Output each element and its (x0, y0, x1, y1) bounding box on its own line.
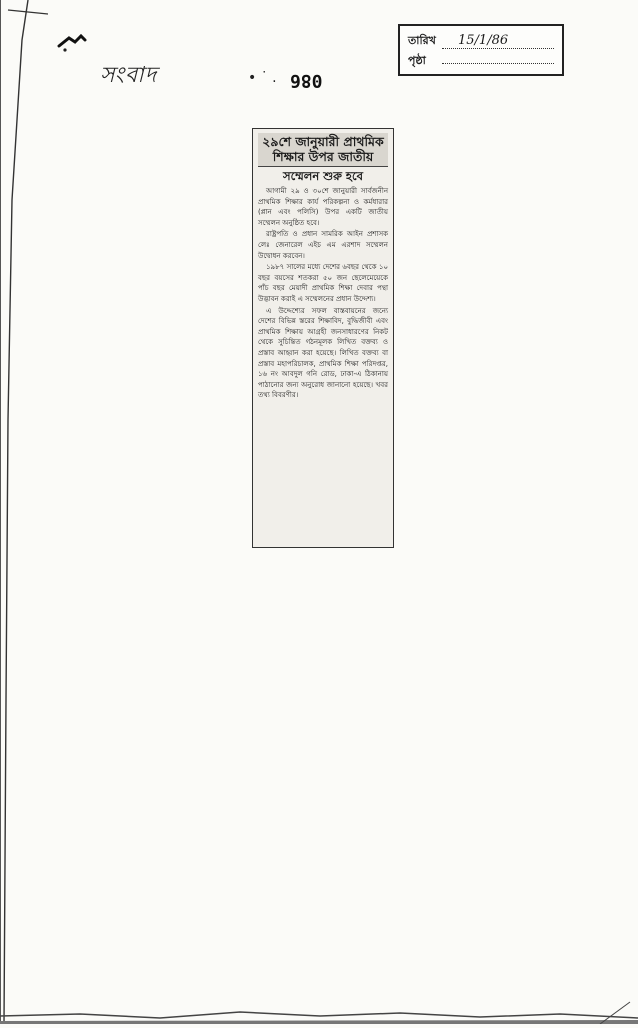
date-value: 15/1/86 (442, 33, 554, 49)
stamp-dots: • ˙ . (248, 70, 277, 86)
date-row (408, 32, 554, 52)
article-paragraph: ১৯৮৭ সালের মধ্যে দেশের ৬বছর থেকে ১০ বছর বয়সের শতকরা ৫০ জন ছেলেমেয়েকে পাঁচ বছর মেয়াদী প্রাথমিক শিক্ষা দেবার পন্থা উদ্ভাবন করাই এ সম্মেলনের প্রধান উদ্দেশ্য। (258, 263, 388, 303)
handwritten-source-name: সংবাদ (100, 63, 158, 88)
newspaper-clipping (252, 128, 394, 548)
page-bottom-edge (0, 994, 638, 1024)
date-label: তারিখ (408, 34, 436, 47)
ink-smudge (55, 28, 95, 58)
page-row (408, 52, 554, 72)
page-label: পৃষ্ঠা (408, 54, 426, 67)
clipping-headline (258, 133, 388, 167)
clipping-subheadline: সম্মেলন শুরু হবে (283, 169, 363, 183)
date-stamp (398, 24, 564, 76)
headline-line-1: ২৯শে জানুয়ারী প্রাথমিক (262, 134, 384, 149)
page-value (442, 63, 554, 64)
page-left-edge (0, 0, 48, 1024)
page-number: 086 (290, 70, 323, 91)
headline-line-2: শিক্ষার উপর জাতীয় (272, 149, 374, 164)
article-paragraph: আগামী ২৯ ও ৩০শে জানুয়ারী সার্বজনীন প্রাথমিক শিক্ষার কার্য পরিকল্পনা ও কর্মধারার (প্লান এবং পলিসি) উপর একটি জাতীয় সম্মেলন অনুষ্ঠিত হবে। (258, 187, 388, 227)
article-paragraph: রাষ্ট্রপতি ও প্রধান সামরিক আইন প্রশাসক লেঃ জেনারেল এইচ এম এরশাদ সম্মেলন উদ্বোধন করবেন। (258, 230, 388, 260)
article-paragraph: এ উদ্দেশ্যের সফল বাস্তবায়নের জন্যে দেশের বিভিন্ন স্তরের শিক্ষাবিদ, বুদ্ধিজীবী এবং প্রাথমিক শিক্ষায় আগ্রহী জনসাধারণের নিকট থেকে সুচিন্তিত গঠনমূলক লিখিত বক্তব্য ও প্রস্তাব আহ্বান করা হয়েছে। লিখিত বক্তব্য বা প্রস্তাব মহাপরিচালক, প্রাথমিক শিক্ষা পরিদপ্তর, ১৬ নং আবদুল গনি রোড, ঢাকা-এ ঠিকানায় পাঠানোর জন্য অনুরোধ জানানো হয়েছে। খবর তথ্য বিবরণীর। (258, 306, 388, 400)
